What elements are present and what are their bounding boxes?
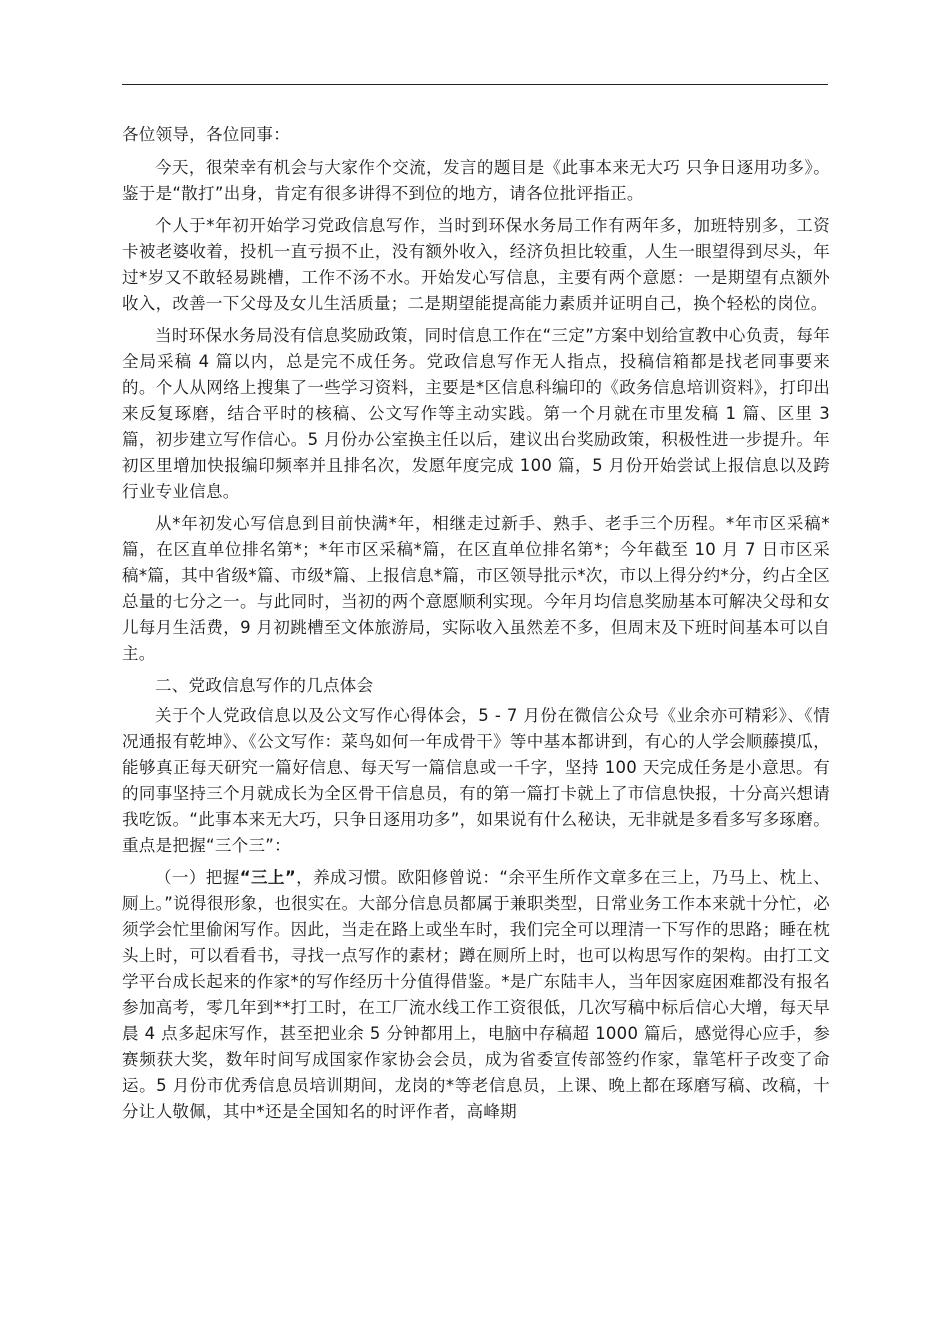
- point-prefix: （一）把握: [155, 868, 240, 887]
- point-text: ，养成习惯。欧阳修曾说：“余平生所作文章多在三上，乃马上、枕上、厕上。”说得很形象，也很实在。大部分信息员都属于兼职类型，日常业务工作本来就十分忙，必须学会忙里偷闲写作。因此，当走在路上或坐车时，我们完全可以理清一下写作的思路；睡在枕头上时，可以看看书，寻找一点写作的素材；蹲在厕所上时，也可以构思写作的架构。由打工文学平台成长起来的作家*的写作经历十分值得借鉴。*是广东陆丰人，当年因家庭困难都没有报名参加高考，零几年到**打工时，在工厂流水线工作工资很低，几次写稿中标后信心大增，每天早晨 4 点多起床写作，甚至把业余 5 分钟都用上，电脑中存稿超 1000 篇后，感觉得心应手，参赛频获大奖，数年时间写成国家作家协会会员，成为省委宣传部签约作家，靠笔杆子改变了命运。5 月份市优秀信息员培训期间，龙岗的*等老信息员，上课、晚上都在琢磨写稿、改稿，十分让人敬佩，其中*还是全国知名的时评作者，高峰期: [122, 868, 831, 1121]
- salutation: 各位领导，各位同事：: [122, 125, 290, 144]
- paragraph-intro: 今天，很荣幸有机会与大家作个交流，发言的题目是《此事本来无大巧 只争日逐用功多》。鉴于是“散打”出身，肯定有很多讲得不到位的地方，请各位批评指正。: [122, 158, 830, 203]
- document-body: [122, 122, 830, 1131]
- point-keyword: “三上”: [239, 868, 296, 887]
- section-heading: 二、党政信息写作的几点体会: [155, 676, 374, 695]
- paragraph-early-practice: 当时环保水务局没有信息奖励政策，同时信息工作在“三定”方案中划给宣教中心负责，每年全局采稿 4 篇以内，总是完不成任务。党政信息写作无人指点，投稿信箱都是找老同事要来的。个人从网络上搜集了一些学习资料，主要是*区信息科编印的《政务信息培训资料》，打印出来反复琢磨，结合平时的核稿、公文写作等主动实践。第一个月就在市里发稿 1 篇、区里 3 篇，初步建立写作信心。5 月份办公室换主任以后，建议出台奖励政策，积极性进一步提升。年初区里增加快报编印频率并且排名次，发愿年度完成 100 篇，5 月份开始尝试上报信息以及跨行业专业信息。: [122, 326, 830, 501]
- paragraph-experience: 关于个人党政信息以及公文写作心得体会，5 - 7 月份在微信公众号《业余亦可精彩》、《情况通报有乾坤》、《公文写作：菜鸟如何一年成骨干》等中基本都讲到，有心的人学会顺藤摸瓜，能够真正每天研究一篇好信息、每天写一篇信息或一千字，坚持 100 天完成任务是小意思。有的同事坚持三个月就成长为全区骨干信息员，有的第一篇打卡就上了市信息快报，十分高兴想请我吃饭。“此事本来无大巧，只争日逐用功多”，如果说有什么秘诀，无非就是多看多写多琢磨。重点是把握“三个三”：: [122, 706, 830, 855]
- paragraph-results: 从*年初发心写信息到目前快满*年，相继走过新手、熟手、老手三个历程。*年市区采稿*篇，在区直单位排名第*；*年市区采稿*篇，在区直单位排名第*；今年截至 10 月 7 日市区采稿*篇，其中省级*篇、市级*篇、上报信息*篇，市区领导批示*次，市以上得分约*分，约占全区总量的七分之一。与此同时，当初的两个意愿顺利实现。今年月均信息奖励基本可解决父母和女儿每月生活费，9 月初跳槽至文体旅游局，实际收入虽然差不多，但周末及下班时间基本可以自主。: [122, 514, 830, 663]
- paragraph-background: 个人于*年初开始学习党政信息写作，当时到环保水务局工作有两年多，加班特别多，工资卡被老婆收着，投机一直亏损不止，没有额外收入，经济负担比较重，人生一眼望得到尽头，年过*岁又不敢轻易跳槽，工作不汤不水。开始发心写信息，主要有两个意愿：一是期望有点额外收入，改善一下父母及女儿生活质量；二是期望能提高能力素质并证明自己，换个轻松的岗位。: [122, 216, 830, 313]
- paragraph-point-one: [122, 865, 830, 1125]
- header-rule: [122, 84, 828, 85]
